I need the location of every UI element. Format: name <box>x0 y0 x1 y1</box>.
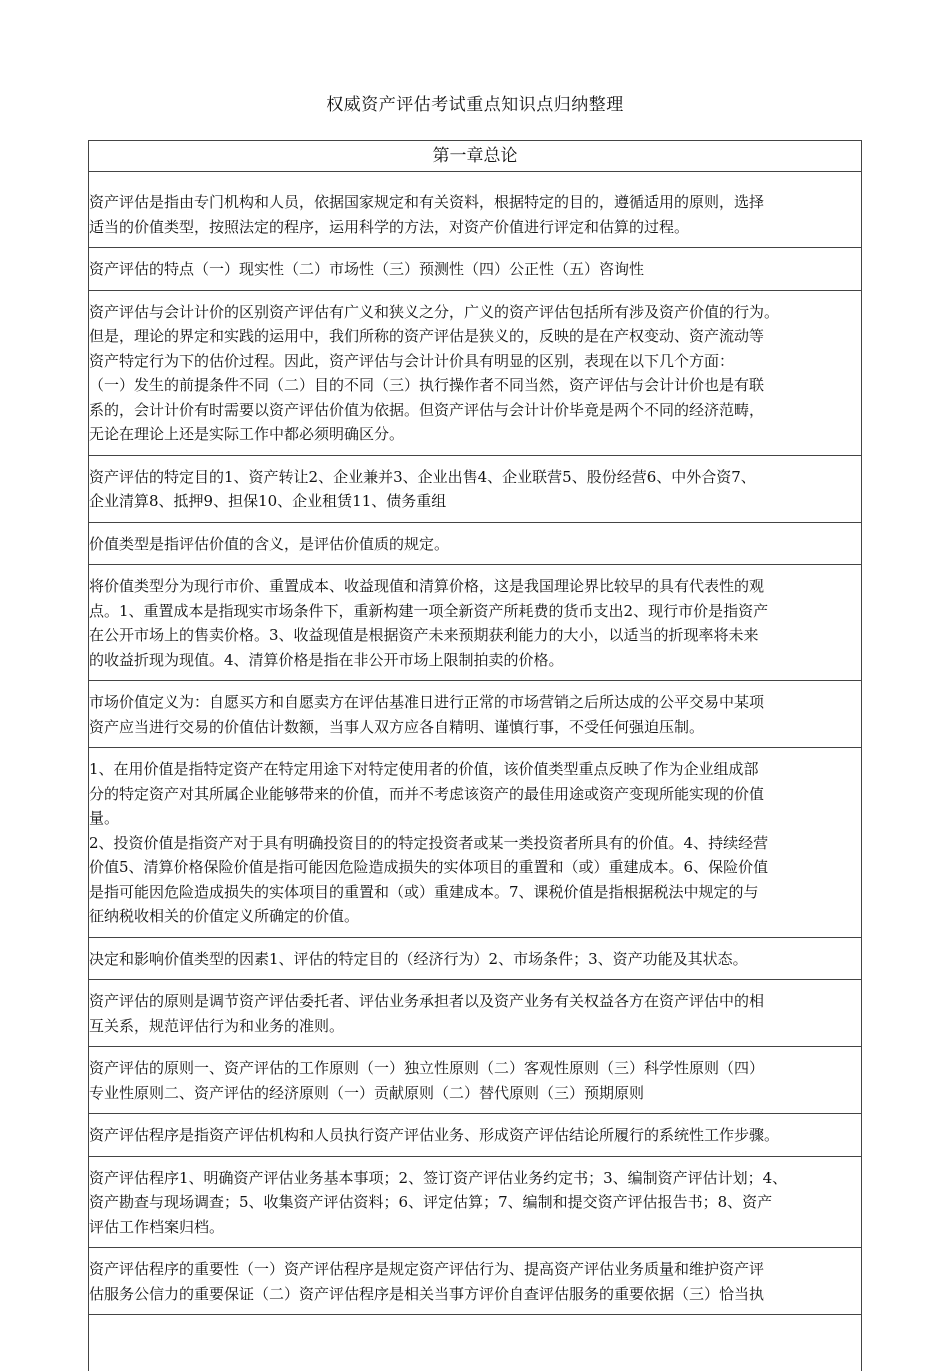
paragraph-line: 无论在理论上还是实际工作中都必须明确区分。 <box>89 425 405 443</box>
paragraph-line: 资产应当进行交易的价值估计数额，当事人双方应各自精明、谨慎行事，不受任何强迫压制。 <box>89 717 705 736</box>
paragraph-line: 价值5、清算价格保险价值是指可能因危险造成损失的实体项目的重置和（或）重建成本。6、保险价值 <box>89 858 769 876</box>
paragraph-line: 征纳税收相关的价值定义所确定的价值。 <box>89 907 360 925</box>
table-row <box>89 248 861 291</box>
paragraph-line: 在公开市场上的售卖价格。3、收益现值是根据资产未来预期获利能力的大小，以适当的折现率将未来 <box>89 626 759 644</box>
paragraph-line: （一）发生的前提条件不同（二）目的不同（三）执行操作者不同当然，资产评估与会计计价也是有联 <box>89 376 765 394</box>
paragraph-line: 资产评估程序是指资产评估机构和人员执行资产评估业务、形成资产评估结论所履行的系统性工作步骤。 <box>89 1126 780 1144</box>
paragraph-line: 量。 <box>89 809 120 827</box>
table-row <box>89 565 861 681</box>
paragraph-line: 估服务公信力的重要保证（二）资产评估程序是相关当事方评价自查评估服务的重要依据（三）恰当执 <box>89 1284 765 1303</box>
paragraph-line: 分的特定资产对其所属企业能够带来的价值，而并不考虑该资产的最佳用途或资产变现所能实现的价值 <box>89 784 765 803</box>
paragraph-line: 将价值类型分为现行市价、重置成本、收益现值和清算价格，这是我国理论界比较早的具有代表性的观 <box>89 577 765 595</box>
paragraph-line: 价值类型是指评估价值的含义，是评估价值质的规定。 <box>89 534 450 553</box>
paragraph-line: 资产评估与会计计价的区别资产评估有广义和狭义之分，广义的资产评估包括所有涉及资产价值的行为。 <box>89 302 780 321</box>
paragraph-line: 1、在用价值是指特定资产在特定用途下对特定使用者的价值，该价值类型重点反映了作为企业组成部 <box>89 760 759 778</box>
paragraph-line: 资产评估的原则是调节资产评估委托者、评估业务承担者以及资产业务有关权益各方在资产评估中的相 <box>89 992 765 1010</box>
table-row <box>89 1157 861 1249</box>
table-row <box>89 938 861 981</box>
table-row <box>89 456 861 523</box>
table-row <box>89 523 861 566</box>
paragraph-line: 但是，理论的界定和实践的运用中，我们所称的资产评估是狭义的，反映的是在产权变动、资产流动等 <box>89 327 765 345</box>
table-row <box>89 681 861 748</box>
table-row <box>89 980 861 1047</box>
paragraph-line: 专业性原则二、资产评估的经济原则（一）贡献原则（二）替代原则（三）预期原则 <box>89 1083 645 1102</box>
paragraph-line: 决定和影响价值类型的因素1、评估的特定目的（经济行为）2、市场条件；3、资产功能及其状态。 <box>89 949 748 968</box>
paragraph-line: 适当的价值类型，按照法定的程序，运用科学的方法，对资产价值进行评定和估算的过程。 <box>89 217 690 236</box>
table-row <box>89 291 861 456</box>
paragraph-line: 资产特定行为下的估价过程。因此，资产评估与会计计价具有明显的区别，表现在以下几个方面： <box>89 351 735 370</box>
paragraph-line: 资产评估的特定目的1、资产转让2、企业兼并3、企业出售4、企业联营5、股份经营6、中外合资7、 <box>89 467 756 486</box>
paragraph-line: 点。1、重置成本是指现实市场条件下，重新构建一项全新资产所耗费的货币支出2、现行市价是指资产 <box>89 601 769 620</box>
paragraph-line: 是指可能因危险造成损失的实体项目的重置和（或）重建成本。7、课税价值是指根据税法中规定的与 <box>89 882 759 901</box>
paragraph-line: 资产评估的原则一、资产评估的工作原则（一）独立性原则（二）客观性原则（三）科学性原则（四） <box>89 1059 765 1077</box>
document-title: 权威资产评估考试重点知识点归纳整理 <box>326 95 624 115</box>
table-row <box>89 1248 861 1315</box>
paragraph-line: 企业清算8、抵押9、担保10、企业租赁11、债务重组 <box>89 492 447 510</box>
paragraph-line: 2、投资价值是指资产对于具有明确投资目的的特定投资者或某一类投资者所具有的价值。4、持续经营 <box>89 833 769 852</box>
paragraph-line: 资产评估程序的重要性（一）资产评估程序是规定资产评估行为、提高资产评估业务质量和维护资产评 <box>89 1260 765 1278</box>
paragraph-line: 资产评估的特点（一）现实性（二）市场性（三）预测性（四）公正性（五）咨询性 <box>89 260 645 278</box>
paragraph-line: 资产勘查与现场调查；5、收集资产评估资料；6、评定估算；7、编制和提交资产评估报告书；8、资产 <box>89 1193 773 1211</box>
paragraph-line: 评估工作档案归档。 <box>89 1217 225 1236</box>
table-row <box>89 1114 861 1157</box>
paragraph-line: 资产评估是指由专门机构和人员，依据国家规定和有关资料，根据特定的目的，遵循适用的原则，选择 <box>89 193 765 211</box>
table-row <box>89 748 861 938</box>
paragraph-line: 系的，会计计价有时需要以资产评估价值为依据。但资产评估与会计计价毕竟是两个不同的经济范畴， <box>89 400 765 419</box>
paragraph-line: 资产评估程序1、明确资产评估业务基本事项；2、签订资产评估业务约定书；3、编制资产评估计划；4、 <box>89 1168 788 1187</box>
chapter-heading: 第一章总论 <box>89 141 861 172</box>
paragraph-line: 互关系，规范评估行为和业务的准则。 <box>89 1016 345 1035</box>
paragraph-list <box>89 172 861 1315</box>
content-table <box>88 140 862 1371</box>
paragraph-line: 市场价值定义为：自愿买方和自愿卖方在评估基准日进行正常的市场营销之后所达成的公平交易中某项 <box>89 693 765 711</box>
paragraph-line: 的收益折现为现值。4、清算价格是指在非公开市场上限制拍卖的价格。 <box>89 650 564 669</box>
table-row <box>89 1047 861 1114</box>
table-row <box>89 172 861 248</box>
